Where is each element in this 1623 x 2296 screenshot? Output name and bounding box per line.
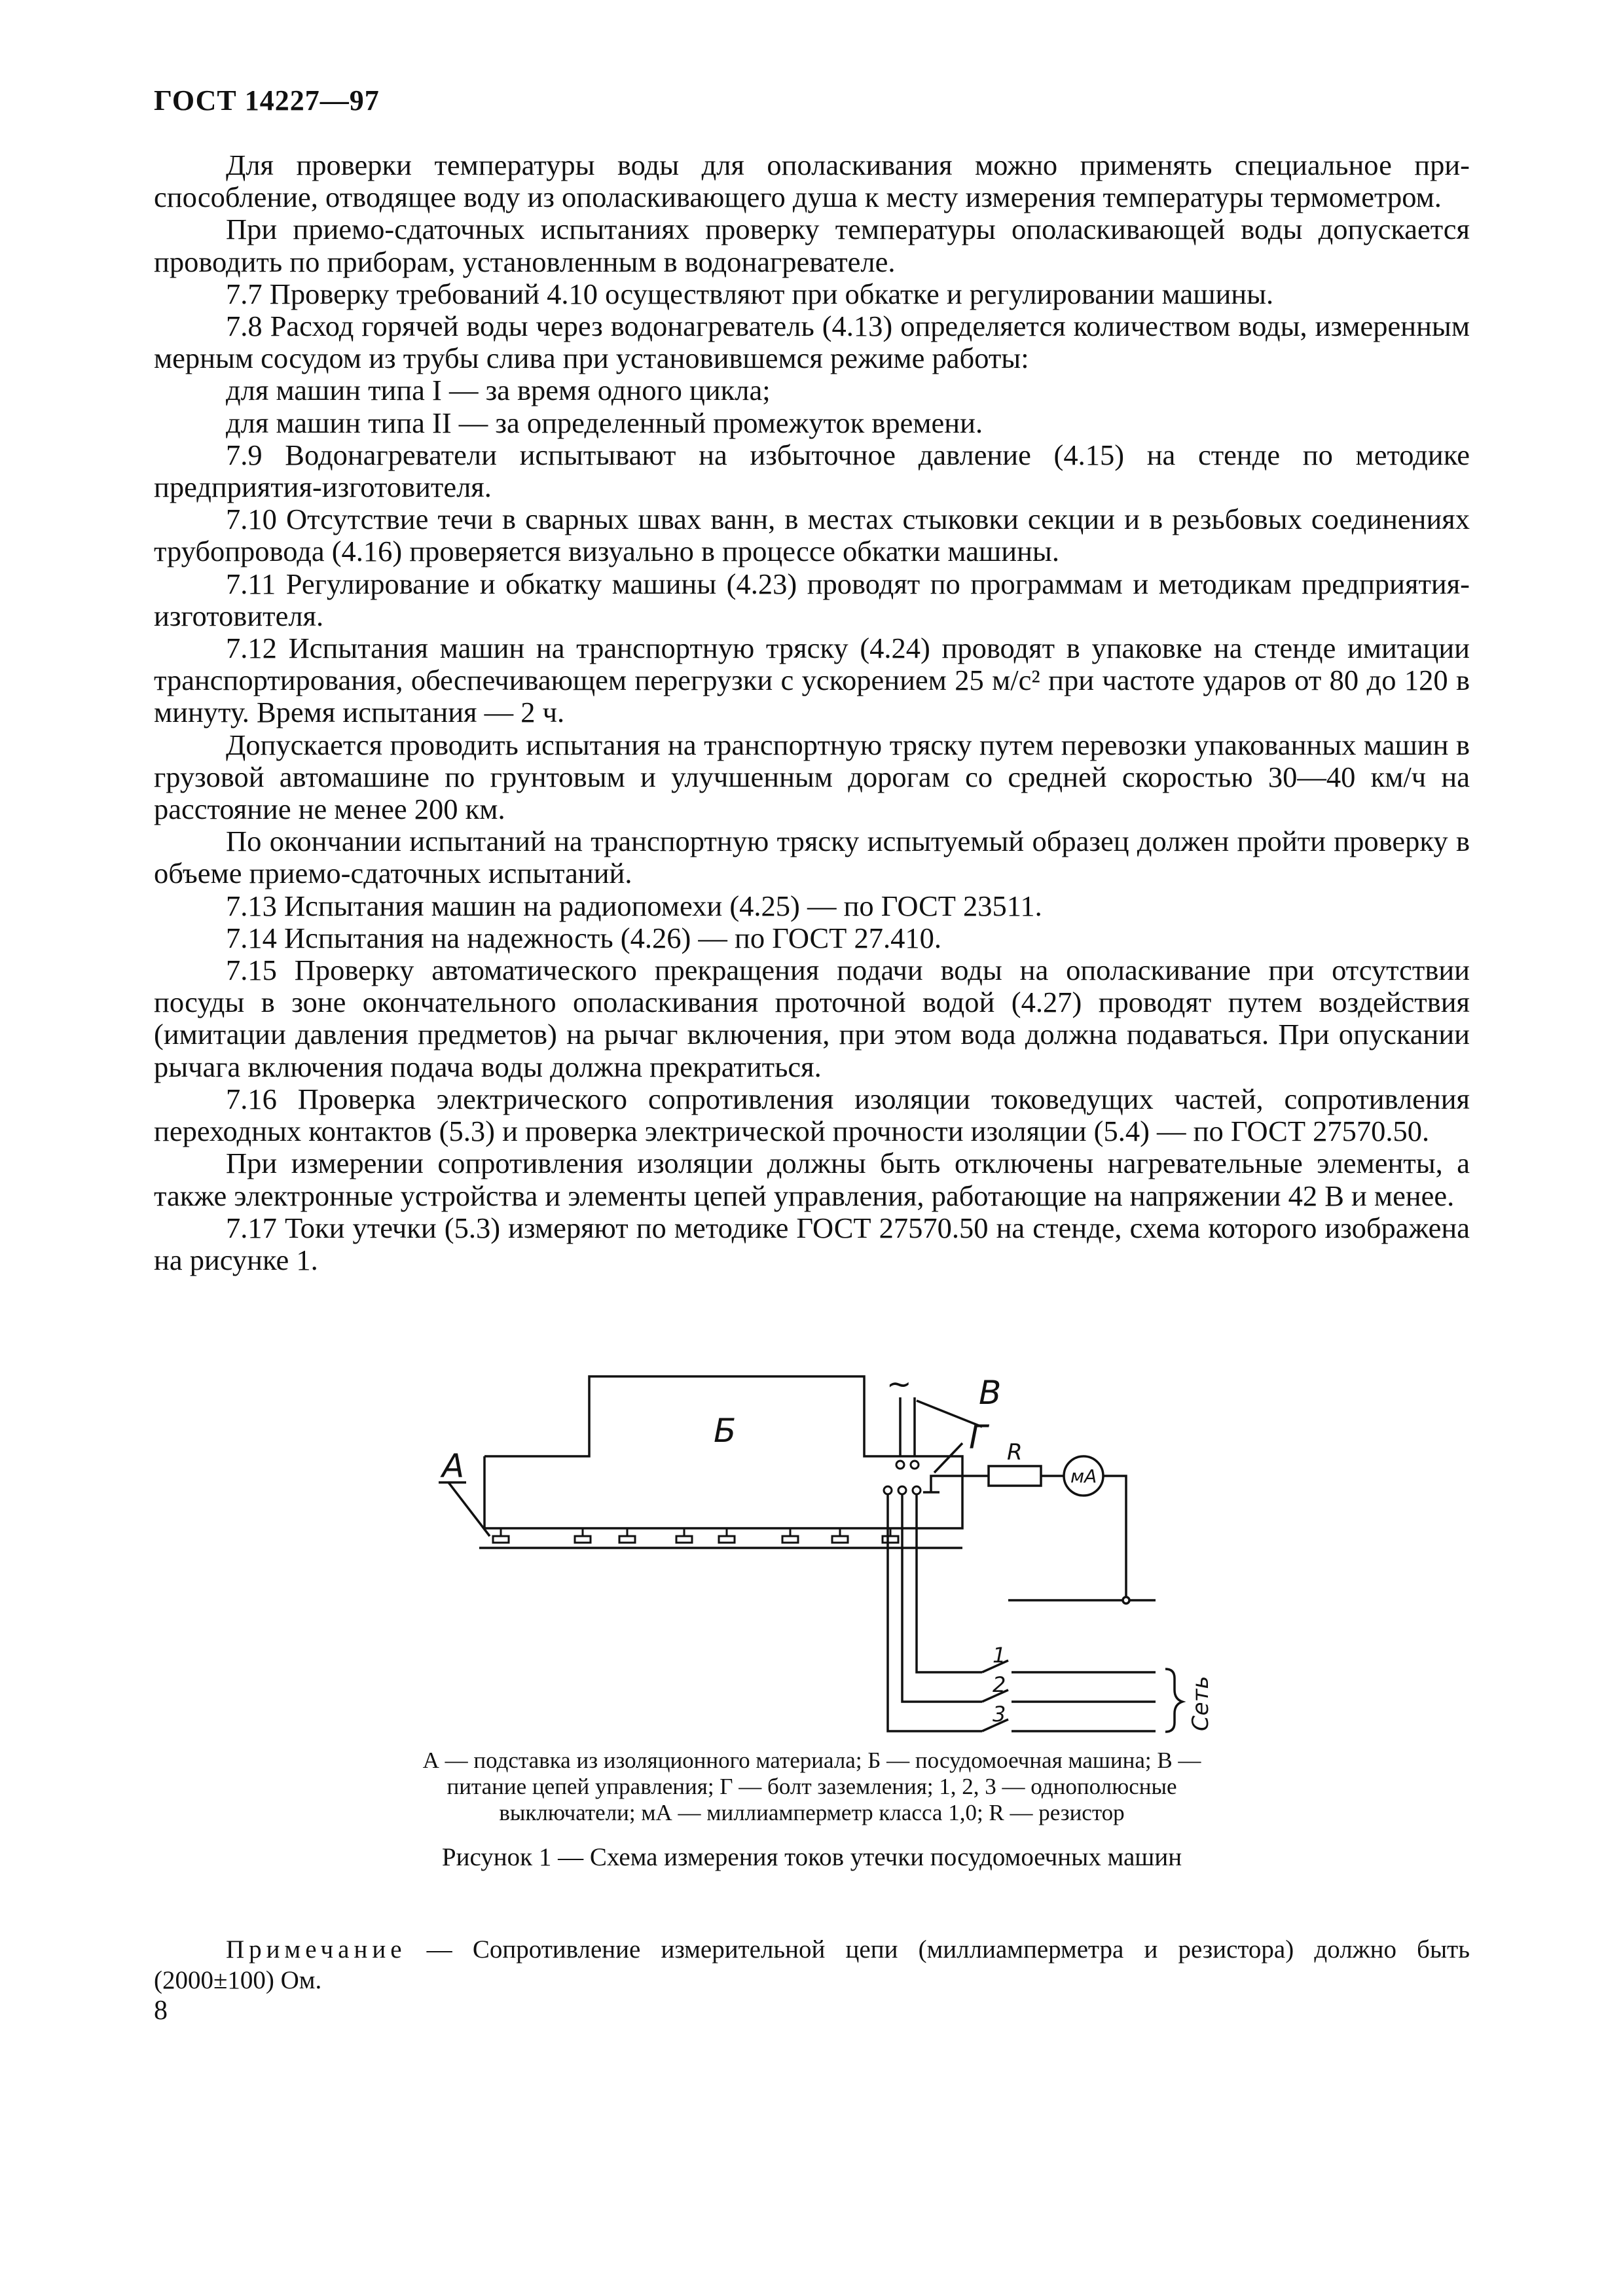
figure-title: Рисунок 1 — Схема измерения токов утечки посудомоечных машин <box>441 1843 1182 1871</box>
paragraph: 7.17 Токи утечки (5.3) измеряют по методике ГОСТ 27570.50 на стенде, схема которого изображена на рисунке 1. <box>154 1211 1470 1276</box>
paragraph: Допускается проводить испытания на транспортную тряску путем перевозки упакованных машин в грузовой автомашине по грунтовым и улучшенным дорогам со средней скоростью 30—40 км/ч на расстояние не менее 200 км. <box>154 728 1470 826</box>
leakage-current-circuit-diagram <box>419 1365 1224 1738</box>
terminal <box>911 1461 919 1469</box>
document-id-header: ГОСТ 14227—97 <box>154 84 380 117</box>
paragraph: 7.9 Водонагреватели испытывают на избыточное давление (4.15) на стенде по методике предприятия-изготовителя. <box>154 438 1470 504</box>
phase-lead-1 <box>917 1494 982 1672</box>
note <box>154 1934 1470 1996</box>
label-mains: Сеть <box>1188 1676 1214 1731</box>
paragraph: для машин типа II — за определенный промежуток времени. <box>226 406 983 439</box>
body-text <box>154 149 1470 1276</box>
paragraph: 7.13 Испытания машин на радиопомехи (4.25) — по ГОСТ 23511. <box>226 889 1042 922</box>
figure-legend: А — подставка из изоляционного материала; Б — посудомоечная машина; В — питание цепей управления; Г — болт заземления; 1, 2, 3 — однополюсные выключатели; мА — миллиамперметр класса 1,0; R — резистор <box>422 1748 1201 1825</box>
paragraph: для машин типа I — за время одного цикла; <box>226 374 771 407</box>
paragraph: 7.14 Испытания на надежность (4.26) — по ГОСТ 27.410. <box>226 921 941 954</box>
paragraph: 7.11 Регулирование и обкатку машины (4.23) проводят по программам и методикам предприятия-изготовителя. <box>154 567 1470 632</box>
label-machine-b: Б <box>714 1412 737 1450</box>
note-text: — Сопротивление измерительной цепи (миллиамперметра и резистора) должно быть (2000±100) Ом. <box>154 1935 1470 1994</box>
page-number: 8 <box>154 1996 168 2026</box>
label-switch-1: 1 <box>993 1643 1006 1668</box>
leader-line-g <box>934 1443 962 1473</box>
label-switch-2: 2 <box>993 1672 1006 1697</box>
phase-lead-2 <box>902 1494 982 1702</box>
mains-brace <box>1165 1669 1182 1732</box>
paragraph: 7.8 Расход горячей воды через водонагреватель (4.13) определяется количеством воды, измеренным мерным сосудом из трубы слива при установившемся режиме работы: <box>154 310 1470 375</box>
label-switch-3: 3 <box>993 1702 1006 1727</box>
terminal <box>896 1461 904 1469</box>
paragraph: Для проверки температуры воды для ополаскивания можно применять специальное приспособление, отводящее воду из ополаскивающего душа к месту измерения температуры термометром. <box>154 149 1470 214</box>
label-stand-a: А <box>442 1447 465 1485</box>
terminal <box>884 1486 892 1494</box>
paragraph: 7.12 Испытания машин на транспортную тряску (4.24) проводят в упаковке на стенде имитации транспортирования, обеспечивающем перегрузки с ускорением 25 м/с² при частоте ударов от 80 до 120 в минуту. Время испытания — 2 ч. <box>154 632 1470 729</box>
paragraph: При приемо-сдаточных испытаниях проверку температуры ополаскивающей воды допускается проводить по приборам, установленным в водонагревателе. <box>154 213 1470 278</box>
label-milliammeter: мА <box>1070 1465 1097 1487</box>
paragraph: 7.10 Отсутствие течи в сварных швах ванн, в местах стыковки секции и в резьбовых соединениях трубопровода (4.16) проверяется визуально в процессе обкатки машины. <box>154 503 1470 568</box>
ground-bolt <box>931 1476 989 1492</box>
label-resistor-r: R <box>1007 1439 1023 1465</box>
paragraph: При измерении сопротивления изоляции должны быть отключены нагревательные элементы, а также электронные устройства и элементы цепей управления, работающие на напряжении 42 В и менее. <box>154 1147 1470 1212</box>
paragraph: 7.16 Проверка электрического сопротивления изоляции токоведущих частей, сопротивления переходных контактов (5.3) и проверка электрической прочности изоляции (5.4) — по ГОСТ 27570.50. <box>154 1082 1470 1148</box>
terminal <box>913 1486 921 1494</box>
tilde-symbol: ~ <box>886 1366 912 1401</box>
paragraph: По окончании испытаний на транспортную тряску испытуемый образец должен пройти проверку в объеме приемо-сдаточных испытаний. <box>154 825 1470 890</box>
paragraph: 7.15 Проверку автоматического прекращения подачи воды на ополаскивание при отсутствии посуды в зоне окончательного ополаскивания проточной водой (4.27) проводят путем воздействия (имитации давления предметов) на рычаг включения, при этом вода должна подаваться. При опускании рычага включения подача воды должна прекратиться. <box>154 954 1470 1083</box>
resistor-r <box>989 1466 1041 1486</box>
label-ground-g: Г <box>969 1418 987 1456</box>
label-supply-v: В <box>979 1374 1002 1412</box>
note-lead: Примечание <box>226 1935 407 1964</box>
feet <box>493 1528 898 1543</box>
paragraph: 7.7 Проверку требований 4.10 осуществляют при обкатке и регулировании машины. <box>226 277 1274 310</box>
terminal <box>898 1486 906 1494</box>
